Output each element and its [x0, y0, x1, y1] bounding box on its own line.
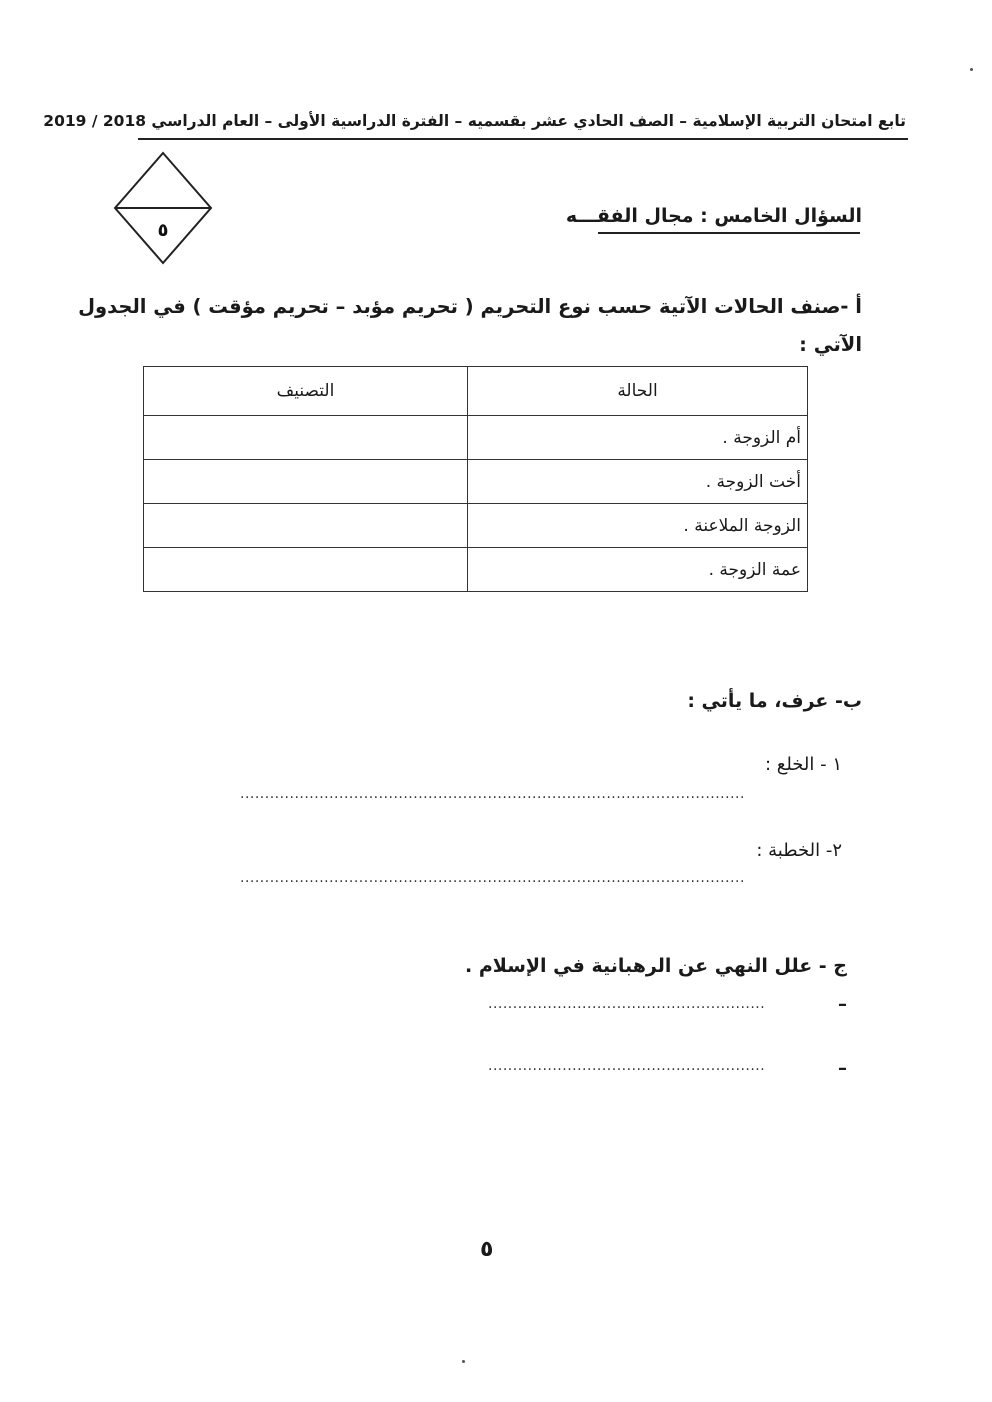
header-case: الحالة [468, 367, 808, 416]
table-row [144, 504, 808, 548]
part-b-title: ب- عرف، ما يأتي : [687, 690, 862, 712]
score-badge [112, 150, 214, 266]
classification-cell[interactable] [144, 548, 468, 592]
term-khul: ١ - الخلع : [764, 754, 842, 775]
table-row [144, 460, 808, 504]
question-title: السؤال الخامس : مجال الفقـــه [565, 205, 862, 227]
page-number: ٥ [480, 1237, 494, 1262]
scan-speck [462, 1360, 465, 1363]
table-header-row [144, 367, 808, 416]
scan-speck [970, 68, 973, 71]
classification-cell[interactable] [144, 504, 468, 548]
case-cell: الزوجة الملاعنة . [468, 504, 808, 548]
table-row [144, 416, 808, 460]
case-cell: أخت الزوجة . [468, 460, 808, 504]
part-c-title: ج - علل النهي عن الرهبانية في الإسلام . [465, 955, 847, 977]
question-title-underline [598, 232, 860, 234]
answer-line-khitba[interactable]: ...................................................................................................... [240, 870, 745, 886]
answer-bullet-2: – [838, 1058, 847, 1079]
table-row [144, 548, 808, 592]
part-a-instruction-continued: الآتي : [799, 333, 862, 356]
classification-cell[interactable] [144, 460, 468, 504]
answer-line-reason-1[interactable]: ........................................................ [488, 996, 766, 1012]
case-cell: أم الزوجة . [468, 416, 808, 460]
exam-header: تابع امتحان التربية الإسلامية – الصف الحادي عشر بقسميه – الفترة الدراسية الأولى – العام الدراسي 2018 / 2019 [43, 112, 906, 130]
case-cell: عمة الزوجة . [468, 548, 808, 592]
classification-cell[interactable] [144, 416, 468, 460]
part-a-instruction: أ -صنف الحالات الآتية حسب نوع التحريم ( تحريم مؤبد – تحريم مؤقت ) في الجدول [78, 295, 862, 318]
header-underline [138, 138, 908, 140]
term-khitba: ٢- الخطبة : [756, 840, 842, 861]
answer-bullet-1: – [838, 994, 847, 1015]
answer-line-reason-2[interactable]: ........................................................ [488, 1058, 766, 1074]
classification-table [143, 366, 808, 592]
score-value: ٥ [157, 220, 169, 241]
answer-line-khul[interactable]: ...................................................................................................... [240, 786, 745, 802]
header-classification: التصنيف [144, 367, 468, 416]
